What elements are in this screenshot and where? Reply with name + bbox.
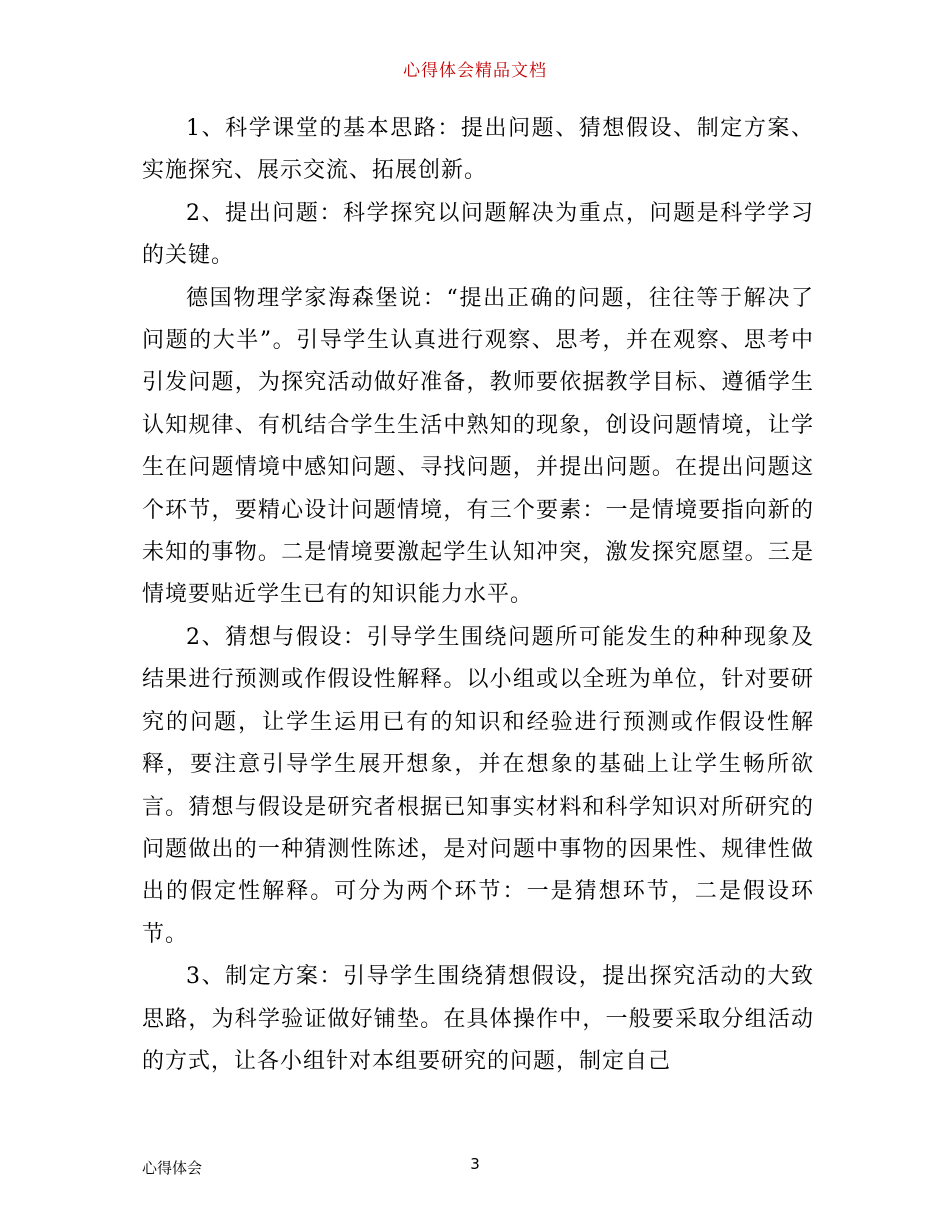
document-header-title: 心得体会精品文档 bbox=[403, 61, 547, 81]
page-number: 3 bbox=[470, 1155, 480, 1173]
paragraph-2: 2、提出问题：科学探究以问题解决为重点，问题是科学学习的关键。 bbox=[142, 200, 814, 269]
document-body bbox=[142, 108, 814, 1083]
footer-label: 心得体会 bbox=[142, 1159, 203, 1177]
paragraph-4: 2、猜想与假设：引导学生围绕问题所可能发生的种种现象及结果进行预测或作假设性解释。以小组或以全班为单位，针对要研究的问题，让学生运用已有的知识和经验进行预测或作假设性解释，要注意引导学生展开想象，并在想象的基础上让学生畅所欲言。猜想与假设是研究者根据已知事实材料和科学知识对所研究的问题做出的一种猜测性陈述，是对问题中事物的因果性、规律性做出的假定性解释。可分为两个环节：一是猜想环节，二是假设环节。 bbox=[142, 624, 814, 947]
paragraph-1: 1、科学课堂的基本思路：提出问题、猜想假设、制定方案、实施探究、展示交流、拓展创新。 bbox=[142, 116, 814, 184]
paragraph-5: 3、制定方案：引导学生围绕猜想假设，提出探究活动的大致思路，为科学验证做好铺垫。在具体操作中，一般要采取分组活动的方式，让各小组针对本组要研究的问题，制定自己 bbox=[142, 964, 814, 1074]
paragraph-3: 德国物理学家海森堡说：“提出正确的问题，往往等于解决了问题的大半”。引导学生认真进行观察、思考，并在观察、思考中引发问题，为探究活动做好准备，教师要依据教学目标、遵循学生认知规律、有机结合学生生活中熟知的现象，创设问题情境，让学生在问题情境中感知问题、寻找问题，并提出问题。在提出问题这个环节，要精心设计问题情境，有三个要素：一是情境要指向新的未知的事物。二是情境要激起学生认知冲突，激发探究愿望。三是情境要贴近学生已有的知识能力水平。 bbox=[142, 285, 814, 608]
